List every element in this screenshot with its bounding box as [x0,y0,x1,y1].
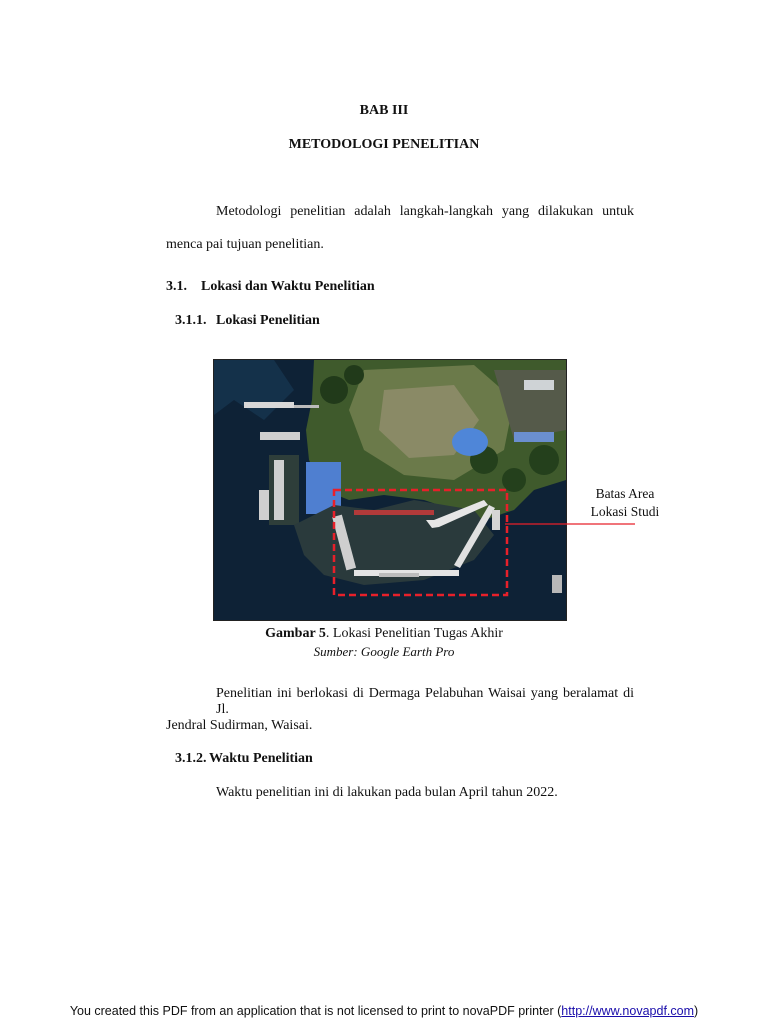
section-3-1-1-title: Lokasi Penelitian [216,313,320,328]
footer-text: You created this PDF from an application that is not licensed to print to novaPDF printer ( [69,1004,562,1018]
location-line-2: Jendral Sudirman, Waisai. [166,718,313,733]
time-paragraph: Waktu penelitian ini di lakukan pada bulan April tahun 2022. [216,785,558,800]
license-footer [0,1004,768,1018]
annotation-line-2: Lokasi Studi [590,504,660,519]
annotation-label [582,485,668,521]
intro-line-2: menca pai tujuan penelitian. [166,237,324,252]
figure-caption-text: . Lokasi Penelitian Tugas Akhir [325,626,503,641]
chapter-heading: BAB III [359,103,409,118]
section-3-1-title: Lokasi dan Waktu Penelitian [201,279,375,294]
section-3-1-number: 3.1. [166,279,187,294]
footer-close: ) [694,1004,699,1018]
figure-caption-label: Gambar 5 [265,626,326,641]
intro-line-1: Metodologi penelitian adalah langkah-langkah yang dilakukan untuk [216,204,634,219]
chapter-title: METODOLOGI PENELITIAN [288,137,480,152]
section-3-1-1-number: 3.1.1. [175,313,207,328]
section-3-1-2-number: 3.1.2. [175,751,207,766]
section-3-1-2-title: Waktu Penelitian [209,751,313,766]
satellite-image [213,359,567,621]
location-line-1: Penelitian ini berlokasi di Dermaga Pelabuhan Waisai yang beralamat di Jl. [216,686,634,717]
figure-caption [0,626,768,642]
annotation-line-1: Batas Area [595,486,655,501]
figure-source: Sumber: Google Earth Pro [313,644,455,659]
footer-link[interactable]: http://www.novapdf.com [561,1004,694,1018]
satellite-image-graphic [214,360,566,620]
